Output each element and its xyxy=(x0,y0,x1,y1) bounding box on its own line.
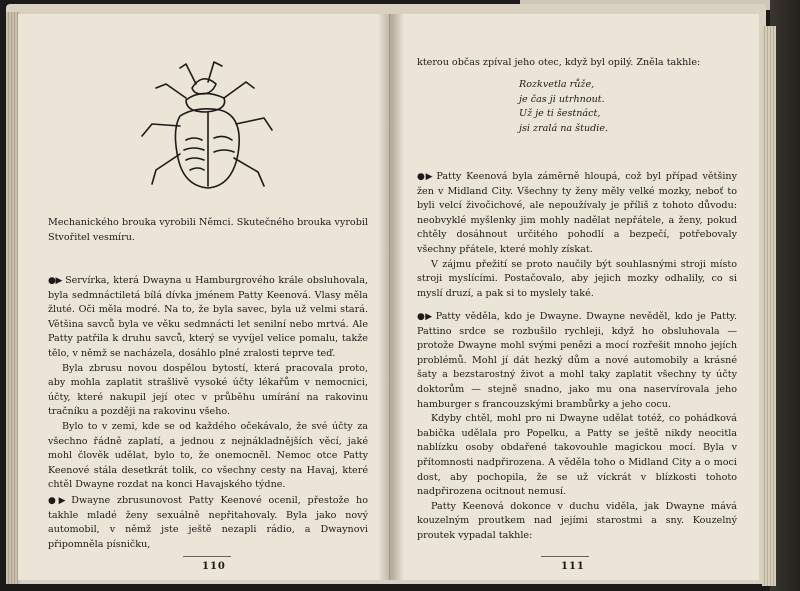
verse-line: Rozkvetla růže, xyxy=(519,79,595,90)
right-page-body-continued xyxy=(417,310,737,544)
right-page-edges xyxy=(762,26,776,586)
paragraph xyxy=(48,274,368,362)
right-page xyxy=(391,14,759,580)
page-number-rule xyxy=(541,556,589,557)
right-page-intro xyxy=(417,56,737,71)
paragraph-text: Patty Keenová byla záměrně hloupá, což byl případ většiny žen v Midland City. Všechny ty ženy měly velké mozky, neboť to byli velcí živočichové, ale nepoužívaly je příliš z tohoto důvodu: neobvyklé myšlenky jim mohly nadělat nepřátele, a ženy, pokud chtěly dosáhnout určitého pohodlí a bezpečí, potřebovaly všechny přátele, které mohly získat. xyxy=(417,171,737,255)
section-marker-icon: ●▶ xyxy=(48,276,63,286)
verse-line: jsi zralá na študie. xyxy=(519,122,609,134)
section-marker-icon: ●▶ xyxy=(48,496,69,506)
left-page-body-continued xyxy=(48,494,368,552)
section-marker-icon: ●▶ xyxy=(417,172,434,182)
paragraph: Kdyby chtěl, mohl pro ni Dwayne udělat totéž, co pohádková babička udělala pro Popelku, a Patty se ještě nikdy neocitla nablízku osoby obdařené takovouhle magickou mocí. Byla v přítomnosti nadpřirozena. A věděla toho o Midland City a o moci dost, aby pochopila, že se už víckrát v blízkosti tohoto nadpřirozena ocitnout nemusí. xyxy=(417,413,737,498)
verse-line: Už je ti šestnáct, xyxy=(519,108,601,120)
paragraph-text: Dwayne zbrusunovost Patty Keenové ocenil, přestože ho takhle mladé ženy sexuálně nepřitahovaly. Byla jako nový automobil, v němž jste ještě nezapli rádio, a Dwaynovi připomněla písničku, xyxy=(48,495,368,550)
right-page-body xyxy=(417,170,737,301)
paragraph-text: Patty věděla, kdo je Dwayne. Dwayne nevěděl, kdo je Patty. Pattino srdce se rozbušilo rychleji, když ho obsluhovala — protože Dwayne mohl svými penězi a mocí rozřešit mnoho jejích problémů. Mohl jí dát hezký dům a nové automobily a krásné šaty a bezstarostný život a mohl taky zaplatit všechny ty účty doktorům — stejně snadno, jako mu ona naservírovala jeho hamburger s francouzskými brambůrky a jeho cocu. xyxy=(417,311,737,410)
left-page-body xyxy=(48,274,368,493)
paragraph xyxy=(48,494,368,552)
section-marker-icon: ●▶ xyxy=(417,312,433,322)
paragraph: kterou občas zpíval jeho otec, když byl opilý. Zněla takhle: xyxy=(417,57,701,68)
paragraph xyxy=(417,310,737,412)
paragraph xyxy=(417,170,737,258)
page-number: 111 xyxy=(561,561,585,572)
paragraph: Byla zbrusu novou dospělou bytostí, která pracovala proto, aby mohla zaplatit strašlivě vysoké účty lékařům v nemocnici, účty, které nakupil její otec v průběhu umírání na rakovinu tračníku a později na rakovinu všeho. xyxy=(48,362,368,418)
paragraph: Patty Keenová dokonce v duchu viděla, jak Dwayne mává kouzelným proutkem nad jejími starostmi a sny. Kouzelný proutek vypadal takhle: xyxy=(417,500,737,541)
paragraph: V zájmu přežití se proto naučily být souhlasnými stroji místo stroji myslícími. Postačovalo, aby jejich mozky odhalily, co si myslí druzí, a pak si to myslely také. xyxy=(417,258,737,299)
left-page xyxy=(18,14,390,580)
verse-line: je čas ji utrhnout. xyxy=(519,93,605,105)
paragraph-text: Servírka, která Dwayna u Hamburgrového krále obsluhovala, byla sedmnáctiletá bílá dívka jménem Patty Keenová. Vlasy měla žluté. Oči měla modré. Na to, že byla savec, byla už velmi stará. Většina savců byla ve věku sedmnácti let senilní nebo mrtvá. Ale Patty patřila k druhu savců, který se vyvíjel velice pomalu, takže tělo, v němž se nacházela, dosáhlo plné zralosti teprve teď. xyxy=(48,275,368,359)
open-book xyxy=(6,4,766,584)
paragraph: Bylo to v zemi, kde se od každého očekávalo, že své účty za všechno řádně zaplatí, a jednou z nejnákladnějších věcí, jaké mohl člověk udělat, bylo to, že onemocněl. Nemoc otce Patty Keenové stála desetkrát tolik, co všechny cesty na Havaj, které chtěl Dwayne rozdat na konci Havajského týdne. xyxy=(48,420,368,491)
page-number: 110 xyxy=(202,561,226,572)
caption-text: Mechanického brouka vyrobili Němci. Skutečného brouka vyrobil Stvořitel vesmíru. xyxy=(48,217,368,243)
illustration-caption xyxy=(48,216,368,245)
page-number-rule xyxy=(183,556,231,557)
beetle-illustration xyxy=(136,54,286,204)
song-verse xyxy=(519,78,608,136)
